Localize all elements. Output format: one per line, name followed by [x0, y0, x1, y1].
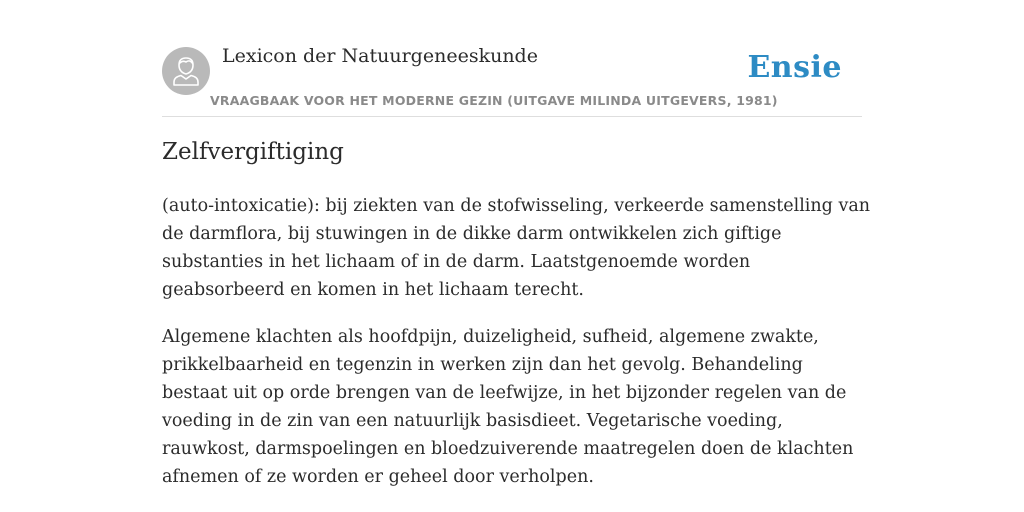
entry-paragraph: Algemene klachten als hoofdpijn, duizeligheid, sufheid, algemene zwakte, prikkelbaarheid en tegenzin in werken zijn dan het gevolg. Behandeling bestaat uit op orde brengen van de leefwijze, in het bijzonder regelen van de voeding in de zin van een natuurlijk basisdieet. Vegetarische voeding, rauwkost, darmspoelingen en bloedzuiverende maatregelen doen de klachten afnemen of ze worden er geheel door verholpen.	[162, 327, 854, 487]
entry-header	[162, 0, 862, 117]
source-subtitle: VRAAGBAAK VOOR HET MODERNE GEZIN (UITGAVE MILINDA UITGEVERS, 1981)	[210, 93, 778, 108]
entry-body	[162, 192, 872, 510]
user-avatar-icon[interactable]	[162, 47, 210, 95]
source-title[interactable]: Lexicon der Natuurgeneeskunde	[222, 45, 538, 67]
ensie-logo[interactable]: Ensie	[747, 50, 842, 85]
entry-title: Zelfvergiftiging	[162, 139, 344, 165]
entry-paragraph: (auto-intoxicatie): bij ziekten van de stofwisseling, verkeerde samenstelling van de darmflora, bij stuwingen in de dikke darm ontwikkelen zich giftige substanties in het lichaam of in de darm. Laatstgenoemde worden geabsorbeerd en komen in het lichaam terecht.	[162, 196, 871, 300]
